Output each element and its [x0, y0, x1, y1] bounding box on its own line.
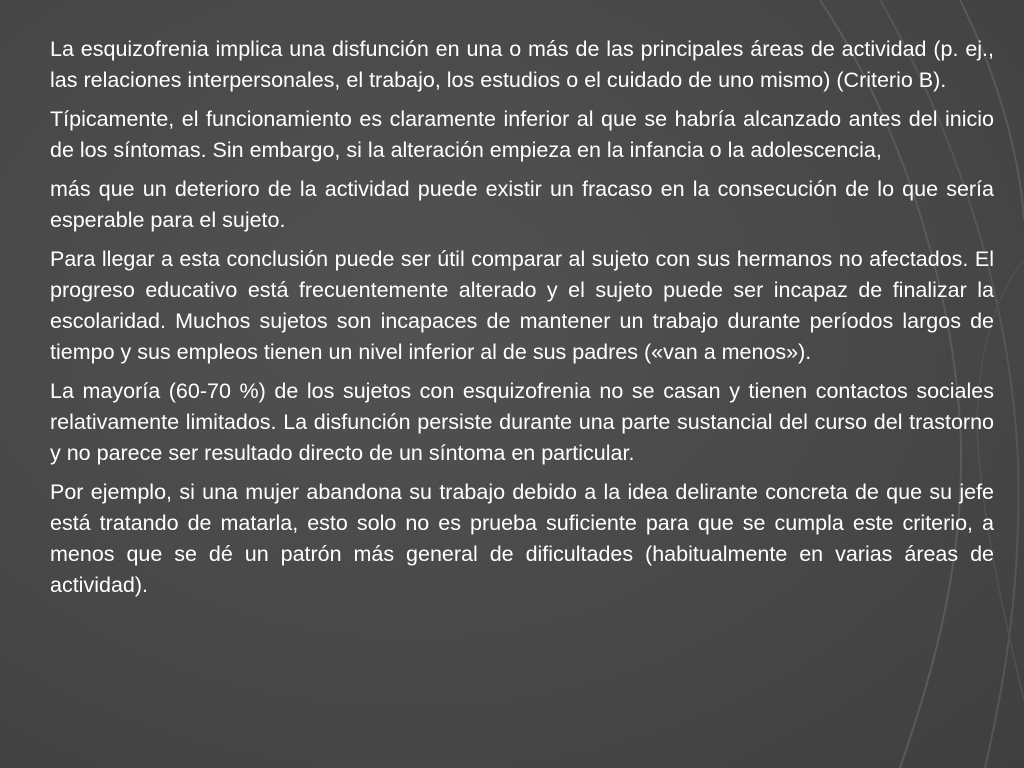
paragraph-ejemplo: Por ejemplo, si una mujer abandona su trabajo debido a la idea delirante concreta de que su jefe está tratando de matarla, esto solo no es prueba suficiente para que se cumpla este criterio, a menos que se dé un patrón más general de dificultades (habitualmente en varias áreas de actividad).	[50, 480, 994, 597]
paragraph-mayoria: La mayoría (60-70 %) de los sujetos con esquizofrenia no se casan y tienen contactos sociales relativamente limitados. La disfunción persiste durante una parte sustancial del curso del trastorno y no parece ser resultado directo de un síntoma en particular.	[50, 379, 994, 465]
paragraph-comparacion: Para llegar a esta conclusión puede ser útil comparar al sujeto con sus hermanos no afectados. El progreso educativo está frecuentemente alterado y el sujeto puede ser incapaz de finalizar la escolaridad. Muchos sujetos son incapaces de mantener un trabajo durante períodos largos de tiempo y sus empleos tienen un nivel inferior al de sus padres («van a menos»).	[50, 247, 994, 364]
paragraph-criterio-b: La esquizofrenia implica una disfunción en una o más de las principales áreas de actividad (p. ej., las relaciones interpersonales, el trabajo, los estudios o el cuidado de uno mismo) (Criterio B).	[50, 37, 994, 92]
slide-body	[50, 34, 994, 609]
paragraph-deterioro: más que un deterioro de la actividad puede existir un fracaso en la consecución de lo que sería esperable para el sujeto.	[50, 177, 994, 232]
paragraph-funcionamiento: Típicamente, el funcionamiento es claramente inferior al que se habría alcanzado antes del inicio de los síntomas. Sin embargo, si la alteración empieza en la infancia o la adolescencia,	[50, 107, 994, 162]
